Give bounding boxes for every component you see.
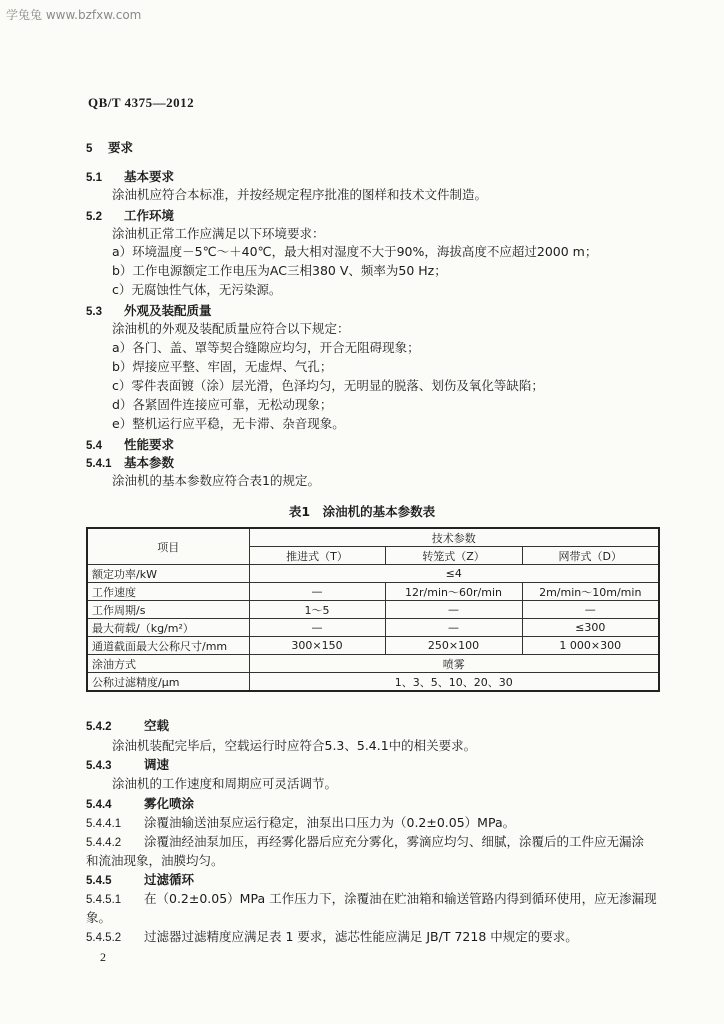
section-number: 5.4 [86,440,102,452]
section-title: 性能要求 [124,437,175,452]
parameters-table [86,527,660,692]
table-cell: — [385,601,522,619]
section-5-heading [86,140,133,157]
table-cell: ≤4 [249,565,659,583]
section-title: 基本要求 [124,169,175,184]
table-row [87,673,659,692]
section-number: 5.4.4.1 [86,818,122,830]
section-5-4-5-1 [86,891,657,908]
row-label: 通道截面最大公称尺寸/mm [87,637,249,655]
section-title: 外观及装配质量 [124,303,212,318]
list-item: d）各紧固件连接应可靠，无松动现象； [112,397,333,412]
table-row [87,655,659,673]
section-5-4-4-2 [86,834,644,851]
section-5-4-5-1-continued: 象。 [86,910,112,925]
table-cell: — [249,583,385,601]
section-title: 雾化喷涂 [144,796,195,811]
page-number: 2 [100,950,106,964]
section-number: 5.4.2 [86,721,112,733]
row-label: 额定功率/kW [87,565,249,583]
list-item: c）无腐蚀性气体，无污染源。 [112,282,282,297]
table-cell: 1、3、5、10、20、30 [249,673,659,692]
table-caption: 表1 涂油机的基本参数表 [288,504,436,519]
section-5-4-heading [86,437,174,454]
section-5-4-5-2 [86,929,578,946]
section-number: 5.1 [86,172,102,184]
table-cell: — [522,601,659,619]
list-item: c）零件表面镀（涂）层光滑，色泽均匀，无明显的脱落、划伤及氧化等缺陷； [112,378,544,393]
section-5-2-text: 涂油机正常工作应满足以下环境要求： [112,226,325,241]
header-item: 项目 [87,528,249,565]
table-row [87,601,659,619]
table-cell: — [385,619,522,637]
section-5-4-2-text: 涂油机装配完毕后，空载运行时应符合5.3、5.4.1中的相关要求。 [112,738,477,753]
table-cell: 300×150 [249,637,385,655]
section-text: 涂覆油经油泵加压，再经雾化器后应充分雾化，雾滴应均匀、细腻，涂覆后的工件应无漏涂 [144,834,645,849]
table-cell: 250×100 [385,637,522,655]
table-cell: 1～5 [249,601,385,619]
section-text: 过滤器过滤精度应满足表 1 要求，滤芯性能应满足 JB/T 7218 中规定的要求。 [144,929,578,944]
table-row [87,565,659,583]
row-label: 涂油方式 [87,655,249,673]
section-5-4-2-heading [86,718,169,735]
watermark: 学兔兔 www.bzfxw.com [6,8,142,22]
row-label: 工作周期/s [87,601,249,619]
section-5-4-1-text: 涂油机的基本参数应符合表1的规定。 [112,473,320,488]
section-title: 调速 [144,757,170,772]
table-cell: 喷雾 [249,655,659,673]
section-5-4-4-1 [86,815,515,832]
section-5-2-heading [86,208,174,225]
section-5-4-4-heading [86,796,194,813]
section-number: 5.4.5.2 [86,932,122,944]
list-item: a）环境温度－5℃～＋40℃，最大相对湿度不大于90%，海拔高度不应超过2000 m； [112,244,598,259]
section-number: 5.4.5 [86,875,112,887]
row-label: 工作速度 [87,583,249,601]
section-number: 5.4.4 [86,799,112,811]
section-title: 要求 [108,140,134,155]
section-5-1-heading [86,169,174,186]
section-5-1-text: 涂油机应符合本标准，并按经规定程序批准的图样和技术文件制造。 [112,187,488,202]
section-number: 5 [86,143,93,155]
list-item: b）焊接应平整、牢固，无虚焊、气孔； [112,359,333,374]
section-title: 基本参数 [124,455,175,470]
section-5-4-4-2-continued: 和流油现象，油膜均匀。 [86,853,224,868]
section-text: 在（0.2±0.05）MPa 工作压力下，涂覆油在贮油箱和输送管路内得到循环使用，应无渗漏现 [144,891,657,906]
table-cell: 2m/min～10m/min [522,583,659,601]
row-label: 公称过滤精度/μm [87,673,249,692]
section-title: 过滤循环 [144,872,195,887]
section-5-4-1-heading [86,455,174,472]
column-header: 网带式（D） [522,547,659,565]
table-row [87,583,659,601]
section-5-4-3-text: 涂油机的工作速度和周期应可灵活调节。 [112,776,338,791]
section-text: 涂覆油输送油泵应运行稳定，油泵出口压力为（0.2±0.05）MPa。 [144,815,516,830]
section-5-3-text: 涂油机的外观及装配质量应符合以下规定： [112,321,350,336]
table-cell: — [249,619,385,637]
section-number: 5.2 [86,211,102,223]
header-group: 技术参数 [249,528,659,547]
section-number: 5.4.3 [86,760,112,772]
section-number: 5.4.5.1 [86,894,122,906]
list-item: e）整机运行应平稳，无卡滞、杂音现象。 [112,416,345,431]
section-title: 空载 [144,718,170,733]
section-5-3-heading [86,303,212,320]
standard-code: QB/T 4375—2012 [88,95,195,110]
section-number: 5.4.1 [86,458,112,470]
section-5-4-3-heading [86,757,169,774]
column-header: 转笼式（Z） [385,547,522,565]
table-cell: ≤300 [522,619,659,637]
table-row [87,637,659,655]
section-number: 5.3 [86,306,102,318]
table-row [87,619,659,637]
table-cell: 1 000×300 [522,637,659,655]
list-item: b）工作电源额定工作电压为AC三相380 V、频率为50 Hz； [112,263,447,278]
row-label: 最大荷载/（kg/m²） [87,619,249,637]
column-header: 推进式（T） [249,547,385,565]
section-number: 5.4.4.2 [86,837,122,849]
table-header-row [87,528,659,547]
section-5-4-5-heading [86,872,194,889]
list-item: a）各门、盖、罩等契合缝隙应均匀，开合无阻碍现象； [112,340,420,355]
table-cell: 12r/min～60r/min [385,583,522,601]
section-title: 工作环境 [124,208,175,223]
